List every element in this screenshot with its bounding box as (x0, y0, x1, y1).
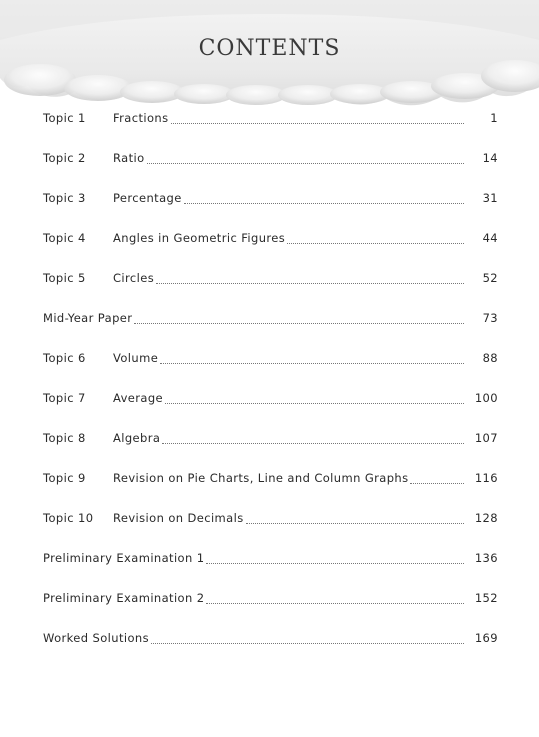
dot-leader (134, 322, 464, 324)
toc-entry-page: 100 (474, 391, 498, 405)
toc-entry-title: Average (113, 391, 164, 405)
toc-entry-preliminary-exam-1[interactable] (43, 548, 498, 588)
toc-entry-title: Algebra (113, 431, 161, 445)
dot-leader (171, 122, 465, 124)
toc-entry-circles[interactable] (43, 268, 498, 308)
toc-entry-title: Preliminary Examination 1 (43, 551, 205, 565)
toc-entry-number: Topic 8 (43, 431, 86, 445)
toc-entry-number: Topic 2 (43, 151, 86, 165)
toc-entry-percentage[interactable] (43, 188, 498, 228)
toc-entry-angles[interactable] (43, 228, 498, 268)
dot-leader (147, 162, 464, 164)
dot-leader (184, 202, 464, 204)
toc-entry-title: Preliminary Examination 2 (43, 591, 205, 605)
toc-entry-title: Volume (113, 351, 159, 365)
toc-entry-title: Ratio (113, 151, 145, 165)
toc-entry-page: 88 (482, 351, 498, 365)
toc-entry-page: 1 (490, 111, 498, 125)
toc-entry-title: Fractions (113, 111, 169, 125)
toc-entry-title: Angles in Geometric Figures (113, 231, 286, 245)
toc-entry-ratio[interactable] (43, 148, 498, 188)
toc-entry-title: Revision on Decimals (113, 511, 244, 525)
toc-entry-graphs-revision[interactable] (43, 468, 498, 508)
toc-entry-number: Topic 1 (43, 111, 86, 125)
dot-leader (206, 602, 464, 604)
toc-entry-average[interactable] (43, 388, 498, 428)
toc-entry-page: 116 (474, 471, 498, 485)
toc-entry-algebra[interactable] (43, 428, 498, 468)
dot-leader (151, 642, 464, 644)
dot-leader (206, 562, 464, 564)
toc-entry-title: Circles (113, 271, 155, 285)
toc-entry-page: 136 (474, 551, 498, 565)
toc-entry-volume[interactable] (43, 348, 498, 388)
dot-leader (160, 362, 464, 364)
toc-entry-title: Worked Solutions (43, 631, 149, 645)
toc-entry-page: 44 (482, 231, 498, 245)
toc-entry-number: Topic 7 (43, 391, 86, 405)
toc-entry-page: 128 (474, 511, 498, 525)
dot-leader (156, 282, 464, 284)
table-of-contents (43, 108, 498, 668)
toc-entry-number: Topic 4 (43, 231, 86, 245)
toc-entry-number: Topic 3 (43, 191, 86, 205)
toc-entry-number: Topic 9 (43, 471, 86, 485)
toc-entry-title: Mid-Year Paper (43, 311, 133, 325)
dot-leader (287, 242, 464, 244)
toc-entry-page: 52 (482, 271, 498, 285)
toc-entry-worked-solutions[interactable] (43, 628, 498, 668)
toc-entry-mid-year-paper[interactable] (43, 308, 498, 348)
toc-entry-number: Topic 10 (43, 511, 94, 525)
dot-leader (410, 482, 464, 484)
page-title: CONTENTS (198, 36, 341, 61)
toc-entry-page: 107 (474, 431, 498, 445)
toc-entry-decimals-revision[interactable] (43, 508, 498, 548)
toc-entry-title: Percentage (113, 191, 182, 205)
toc-entry-fractions[interactable] (43, 108, 498, 148)
dot-leader (162, 442, 464, 444)
toc-entry-page: 152 (474, 591, 498, 605)
toc-entry-page: 31 (482, 191, 498, 205)
toc-entry-number: Topic 5 (43, 271, 86, 285)
toc-entry-preliminary-exam-2[interactable] (43, 588, 498, 628)
toc-entry-page: 73 (482, 311, 498, 325)
dot-leader (165, 402, 464, 404)
toc-entry-page: 14 (482, 151, 498, 165)
toc-entry-title: Revision on Pie Charts, Line and Column Graphs (113, 471, 409, 485)
toc-entry-page: 169 (474, 631, 498, 645)
toc-entry-number: Topic 6 (43, 351, 86, 365)
dot-leader (246, 522, 464, 524)
